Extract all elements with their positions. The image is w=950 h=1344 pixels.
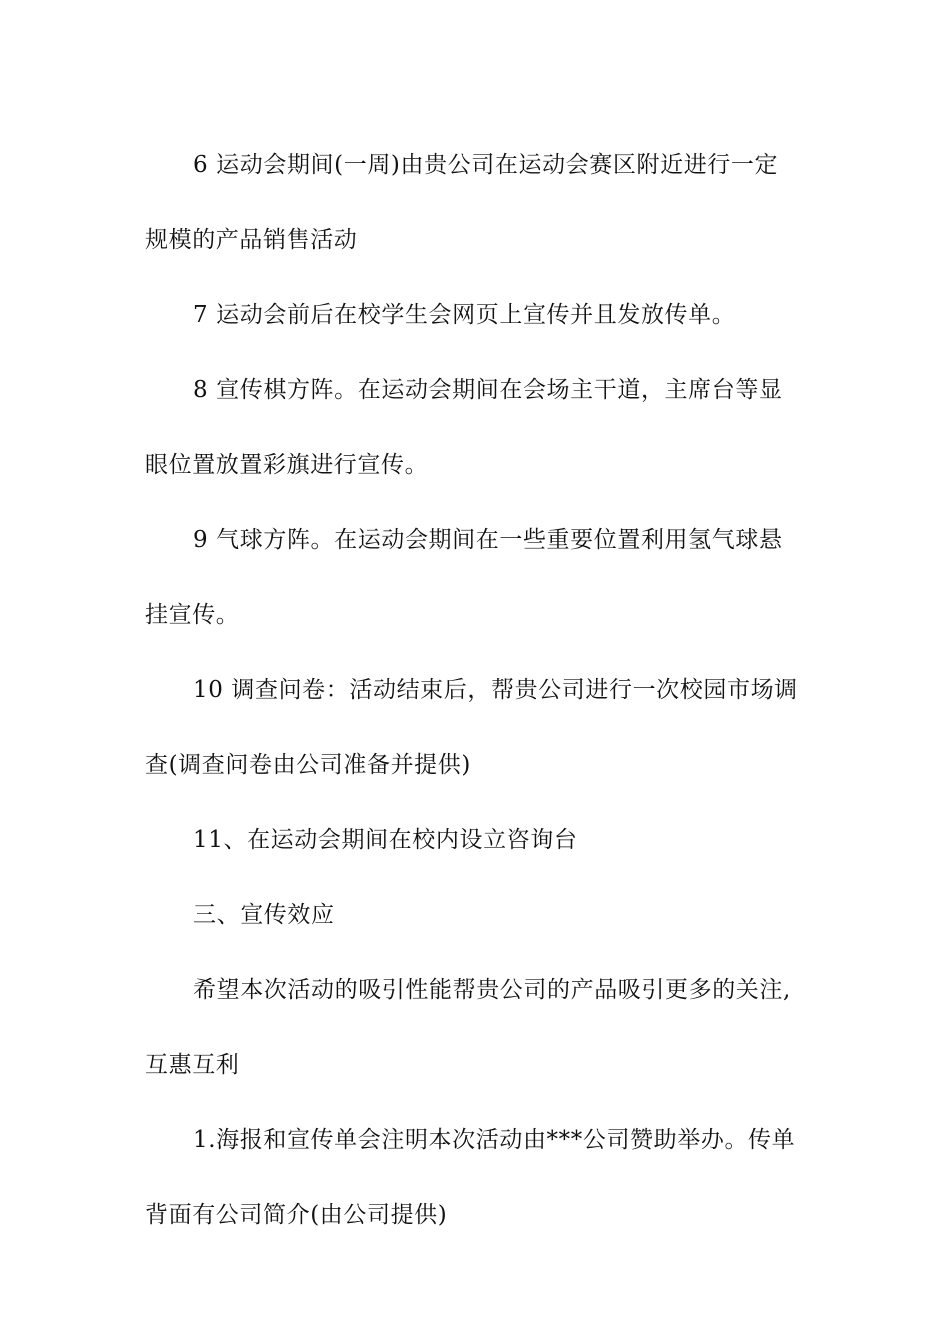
paragraph-item-6 bbox=[145, 128, 807, 278]
paragraph-line: 背面有公司简介(由公司提供) bbox=[145, 1202, 448, 1228]
paragraph-line: 希望本次活动的吸引性能帮贵公司的产品吸引更多的关注, bbox=[193, 977, 791, 1003]
paragraph-item-11 bbox=[145, 803, 807, 878]
paragraph-line: 10 调查问卷：活动结束后，帮贵公司进行一次校园市场调 bbox=[193, 677, 798, 703]
paragraph-line: 11、在运动会期间在校内设立咨询台 bbox=[193, 827, 578, 853]
paragraph-line: 8 宣传棋方阵。在运动会期间在会场主干道，主席台等显 bbox=[193, 377, 783, 403]
paragraph-line: 互惠互利 bbox=[145, 1052, 240, 1078]
paragraph-item-10 bbox=[145, 653, 807, 803]
paragraph-line: 1.海报和宣传单会注明本次活动由***公司赞助举办。传单 bbox=[193, 1127, 796, 1153]
paragraph-effect-intro bbox=[145, 953, 807, 1103]
section-heading bbox=[145, 878, 807, 953]
paragraph-line: 7 运动会前后在校学生会网页上宣传并且发放传单。 bbox=[193, 302, 736, 328]
paragraph-item-7 bbox=[145, 278, 807, 353]
paragraph-line: 6 运动会期间(一周)由贵公司在运动会赛区附近进行一定 bbox=[193, 152, 779, 178]
paragraph-line: 挂宣传。 bbox=[145, 602, 240, 628]
section-heading-text: 三、宣传效应 bbox=[193, 902, 335, 928]
document-page bbox=[145, 128, 807, 1253]
paragraph-effect-1 bbox=[145, 1103, 807, 1253]
paragraph-item-9 bbox=[145, 503, 807, 653]
paragraph-line: 9 气球方阵。在运动会期间在一些重要位置利用氢气球悬 bbox=[193, 527, 783, 553]
paragraph-line: 规模的产品销售活动 bbox=[145, 227, 358, 253]
paragraph-line: 眼位置放置彩旗进行宣传。 bbox=[145, 452, 429, 478]
paragraph-item-8 bbox=[145, 353, 807, 503]
paragraph-line: 查(调查问卷由公司准备并提供) bbox=[145, 752, 471, 778]
